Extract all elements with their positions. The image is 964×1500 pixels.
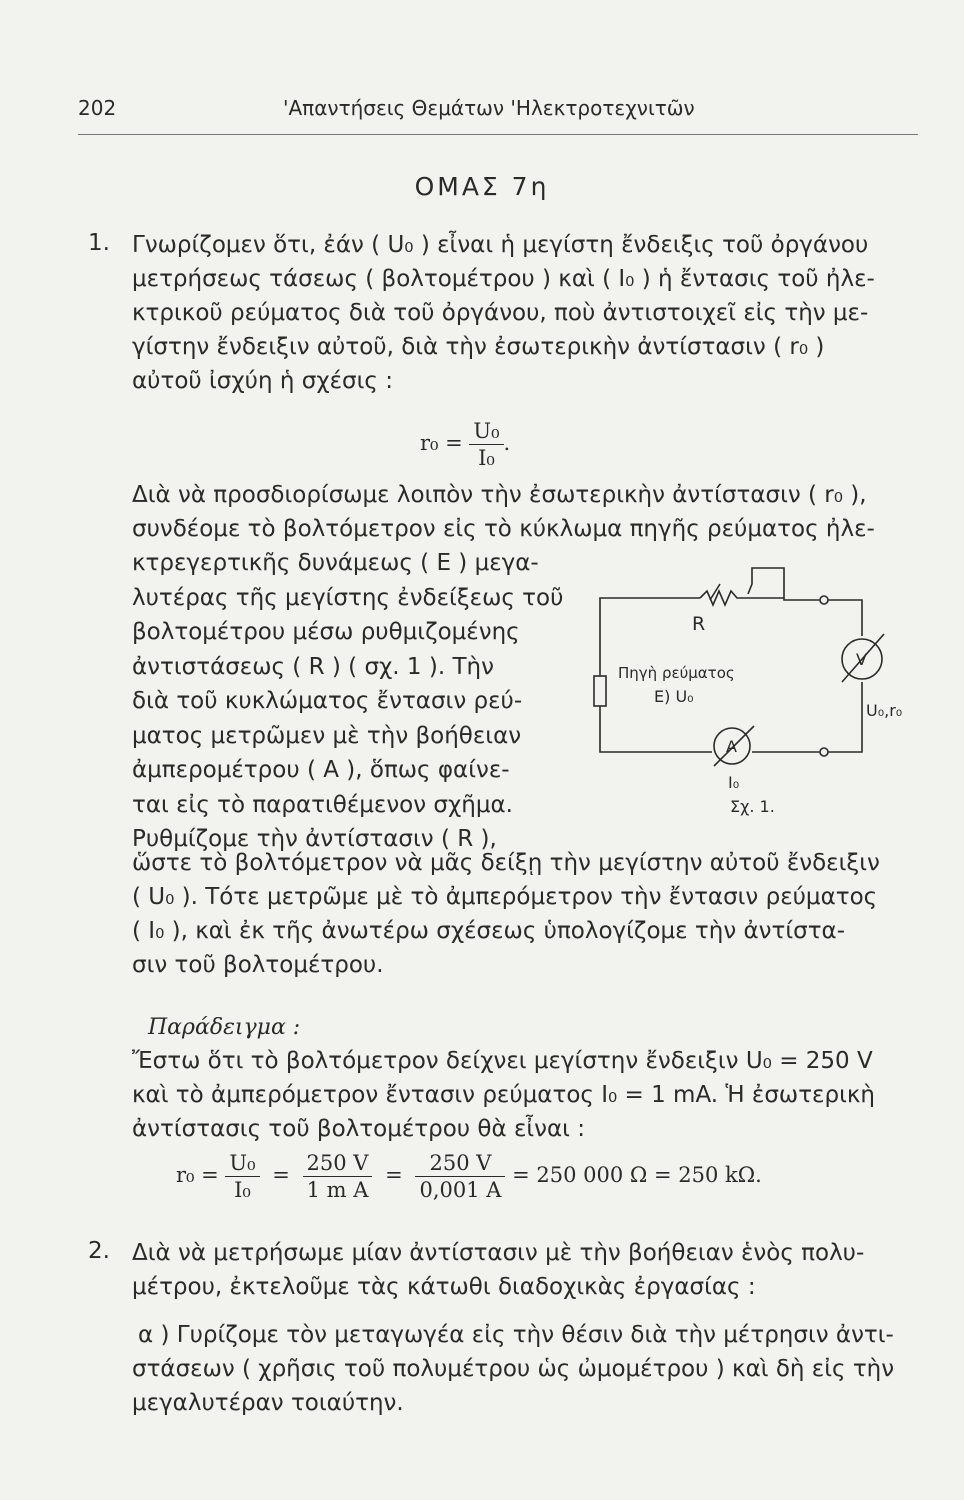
section1-paragraph1 <box>132 228 932 398</box>
text-line: κτρεγερτικῆς δυνάμεως ( E ) μεγα- <box>132 550 539 576</box>
text-line: κτρικοῦ ρεύματος διὰ τοῦ ὀργάνου, ποὺ ἀντιστοιχεῖ εἰς τὴν με- <box>132 300 869 326</box>
section2-paragraph <box>132 1236 932 1304</box>
circuit-diagram <box>570 556 950 826</box>
fraction-denominator: I₀ <box>469 444 503 471</box>
source-emf-label: E) U₀ <box>654 687 694 706</box>
section1-paragraph2-tail <box>132 846 932 982</box>
fraction-denominator: I₀ <box>225 1176 259 1203</box>
section1-paragraph2 <box>132 478 932 546</box>
example-paragraph <box>132 1044 932 1146</box>
formula-lhs: r₀ = <box>176 1163 219 1187</box>
text-line: Γνωρίζομεν ὅτι, ἐάν ( U₀ ) εἶναι ἡ μεγίστη ἔνδειξις τοῦ ὀργάνου <box>132 232 869 258</box>
text-line: μεγαλυτέραν τοιαύτην. <box>132 1390 404 1416</box>
formula-end: . <box>503 431 511 455</box>
wire-bottom-left <box>600 706 712 752</box>
text-line: α ) Γυρίζομε τὸν μεταγωγέα εἰς τὴν θέσιν διὰ τὴν μέτρησιν ἀντι- <box>138 1322 894 1348</box>
formula-example <box>176 1150 762 1203</box>
wire-right-down <box>828 682 862 752</box>
source-label: Πηγὴ ρεύματος <box>618 664 735 682</box>
running-title: 'Απαντήσεις Θεμάτων 'Ηλεκτροτεχνιτῶν <box>283 96 695 120</box>
figure-caption: Σχ. 1. <box>730 797 775 816</box>
text-line: ματος μετρῶμεν μὲ τὴν βοήθειαν <box>132 722 522 749</box>
formula-result: = 250 000 Ω = 250 kΩ. <box>512 1163 762 1187</box>
page-number: 202 <box>78 96 117 120</box>
fraction <box>469 418 503 471</box>
text-line: ἀντίστασις τοῦ βολτομέτρου θὰ εἶναι : <box>132 1116 586 1142</box>
current-label: I₀ <box>728 773 740 792</box>
fraction-denominator: 0,001 A <box>415 1176 505 1203</box>
text-line: Διὰ νὰ μετρήσωμε μίαν ἀντίστασιν μὲ τὴν βοήθειαν ἑνὸς πολυ- <box>132 1240 865 1266</box>
formula-lhs: r₀ = <box>420 431 463 455</box>
text-line: ( U₀ ). Τότε μετρῶμε μὲ τὸ ἀμπερόμετρον τὴν ἔντασιν ρεύματος <box>132 884 878 910</box>
fraction-numerator: 250 V <box>306 1151 369 1175</box>
text-line: ται εἰς τὸ παρατιθέμενον σχῆμα. <box>132 791 513 818</box>
text-line: ὥστε τὸ βολτόμετρον νὰ μᾶς δείξῃ τὴν μεγίστην αὐτοῦ ἔνδειξιν <box>132 850 880 876</box>
text-line: καὶ τὸ ἀμπερόμετρον ἔντασιν ρεύματος I₀ = 1 mA. Ἡ ἐσωτερικὴ <box>132 1082 875 1108</box>
resistor-label: R <box>692 613 706 635</box>
fraction-numerator: U₀ <box>229 1151 256 1175</box>
text-line: βολτομέτρου μέσω ρυθμιζομένης <box>132 619 520 645</box>
text-line: σιν τοῦ βολτομέτρου. <box>132 952 384 978</box>
text-line: συνδέομε τὸ βολτόμετρον εἰς τὸ κύκλωμα πηγῆς ρεύματος ἠλε- <box>132 516 875 542</box>
section2-item-a <box>132 1318 932 1420</box>
text-line: Ἔστω ὅτι τὸ βολτόμετρον δείχνει μεγίστην ἔνδειξιν U₀ = 250 V <box>132 1048 873 1074</box>
text-line: ἀντιστάσεως ( R ) ( σχ. 1 ). Τὴν <box>132 653 494 680</box>
terminal-bottom <box>820 748 828 756</box>
example-label: Παράδειγμα : <box>148 1015 301 1040</box>
resistor-zigzag <box>700 591 765 605</box>
text-line: Ρυθμίζομε τὴν ἀντίστασιν ( R ), <box>132 826 497 852</box>
text-line: λυτέρας τῆς μεγίστης ἐνδείξεως τοῦ <box>132 584 564 611</box>
source-symbol <box>594 676 606 706</box>
terminal-top <box>820 596 828 604</box>
fraction <box>225 1150 259 1203</box>
header-rule <box>78 134 918 135</box>
fraction-denominator: 1 m A <box>303 1176 373 1203</box>
fraction <box>415 1150 505 1203</box>
text-line: Διὰ νὰ προσδιορίσωμε λοιπὸν τὴν ἐσωτερικὴν ἀντίστασιν ( r₀ ), <box>132 482 867 508</box>
text-line: διὰ τοῦ κυκλώματος ἔντασιν ρεύ- <box>132 688 523 714</box>
text-line: ( I₀ ), καὶ ἐκ τῆς ἀνωτέρω σχέσεως ὑπολογίζομε τὴν ἀντίστα- <box>132 918 845 944</box>
equals-sign: = <box>385 1163 403 1187</box>
fraction <box>303 1150 373 1203</box>
formula-internal-resistance <box>420 418 510 471</box>
text-line: μέτρου, ἐκτελοῦμε τὰς κάτωθι διαδοχικὰς ἐργασίας : <box>132 1274 756 1300</box>
section1-paragraph2-narrow <box>132 546 572 857</box>
fraction-numerator: U₀ <box>473 419 500 443</box>
ammeter-symbol: A <box>726 737 737 756</box>
text-line: ἀμπερομέτρου ( A ), ὅπως φαίνε- <box>132 757 510 783</box>
voltmeter-symbol: V <box>856 650 867 669</box>
text-line: γίστην ἔνδειξιν αὐτοῦ, διὰ τὴν ἐσωτερικὴν ἀντίστασιν ( r₀ ) <box>132 334 825 360</box>
text-line: στάσεων ( χρῆσις τοῦ πολυμέτρου ὡς ὠμομέτρου ) καὶ δὴ εἰς τὴν <box>132 1356 895 1382</box>
section-heading: ΟΜΑΣ 7η <box>414 172 550 201</box>
text-line: αὐτοῦ ἰσχύη ἡ σχέσις : <box>132 368 393 394</box>
rheostat-slider <box>748 568 820 600</box>
item-number-2: 2. <box>88 1238 110 1264</box>
voltmeter-label: U₀,r₀ <box>866 701 903 720</box>
equals-sign: = <box>272 1163 290 1187</box>
fraction-numerator: 250 V <box>429 1151 492 1175</box>
text-line: μετρήσεως τάσεως ( βολτομέτρου ) καὶ ( I₀ ) ἡ ἔντασις τοῦ ἠλε- <box>132 266 875 292</box>
item-number-1: 1. <box>88 230 110 256</box>
page-header <box>78 96 918 130</box>
wire-top-right <box>828 600 862 636</box>
